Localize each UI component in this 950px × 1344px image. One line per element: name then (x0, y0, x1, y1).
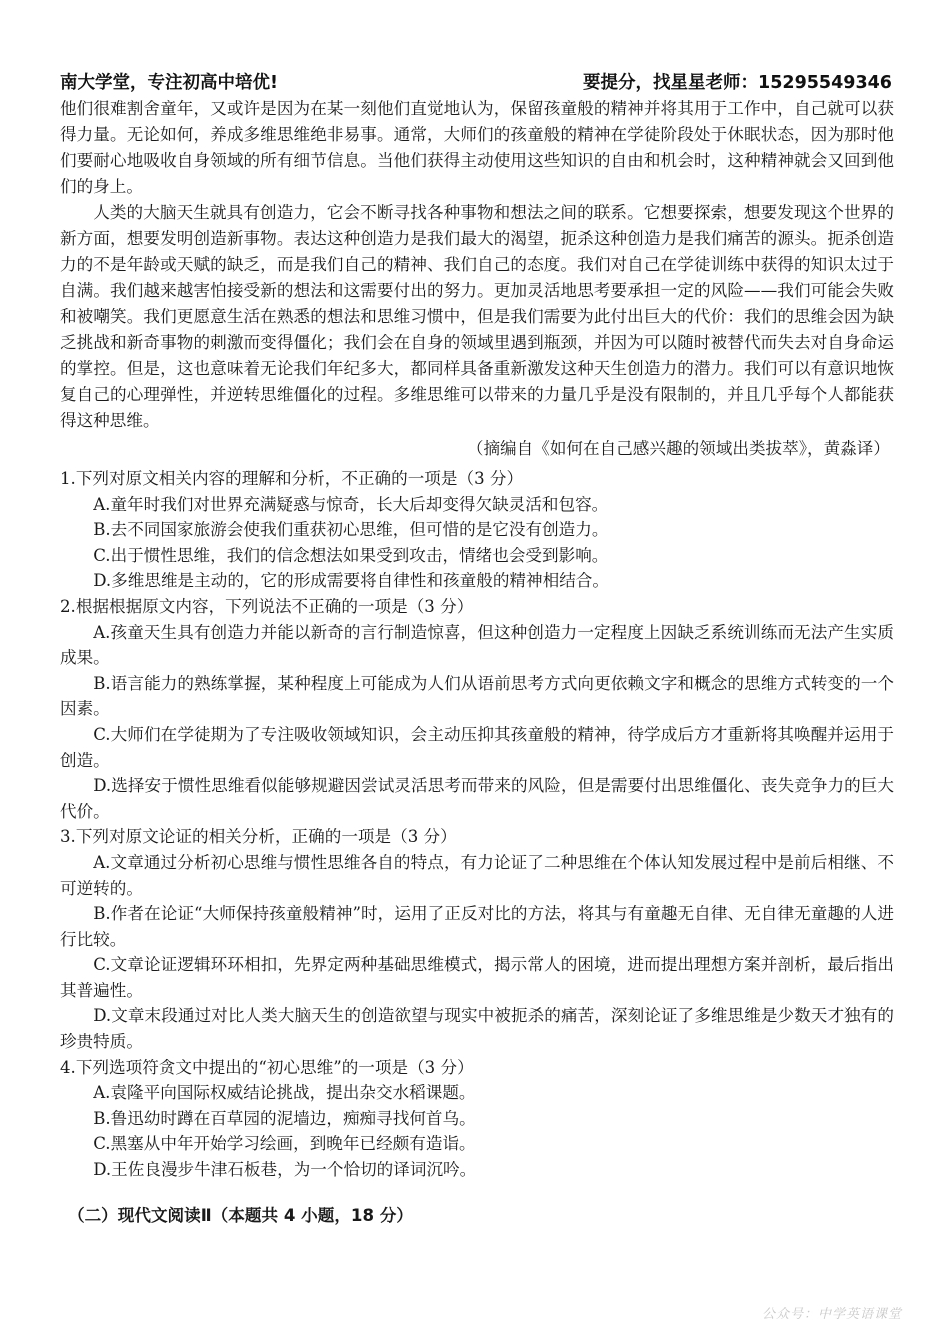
question-3 (60, 824, 894, 1054)
question-option: B.去不同国家旅游会使我们重获初心思维，但可惜的是它没有创造力。 (93, 520, 609, 540)
question-option: C.黑塞从中年开始学习绘画，到晚年已经颇有造诣。 (93, 1134, 476, 1154)
question-option: D.文章末段通过对比人类大脑天生的创造欲望与现实中被扼杀的痛苦，深刻论证了多维思维是少数天才独有的珍贵特质。 (60, 1006, 894, 1052)
question-2 (60, 594, 894, 824)
question-stem: 2.根据根据原文内容，下列说法不正确的一项是（3 分） (60, 596, 474, 616)
passage-paragraph-1: 他们很难割舍童年，又或许是因为在某一刻他们直觉地认为，保留孩童般的精神并将其用于工作中，自己就可以获得力量。无论如何，养成多维思维绝非易事。通常，大师们的孩童般的精神在学徒阶段处于休眠状态，因为那时他们要耐心地吸收自身领域的所有细节信息。当他们获得主动使用这些知识的自由和机会时，这种精神就会又回到他们的身上。 (60, 99, 894, 196)
question-stem: 3.下列对原文论证的相关分析，正确的一项是（3 分） (60, 827, 457, 847)
question-option: A.孩童天生具有创造力并能以新奇的言行制造惊喜，但这种创造力一定程度上因缺乏系统训练而无法产生实质成果。 (60, 622, 894, 668)
passage-source: （摘编自《如何在自己感兴趣的领域出类拔萃》，黄淼译） (466, 439, 890, 458)
question-option: A.文章通过分析初心思维与惯性思维各自的特点，有力论证了二种思维在个体认知发展过程中是前后相继、不可逆转的。 (60, 852, 894, 898)
page-header (60, 68, 892, 94)
question-option: B.语言能力的熟练掌握，某种程度上可能成为人们从语前思考方式向更依赖文字和概念的思维方式转变的一个因素。 (60, 673, 894, 719)
main-content (60, 96, 894, 1229)
question-option: C.大师们在学徒期为了专注吸收领域知识，会主动压抑其孩童般的精神，待学成后方才重新将其唤醒并运用于创造。 (60, 724, 894, 770)
question-1 (60, 466, 894, 594)
question-option: C.文章论证逻辑环环相扣，先界定两种基础思维模式，揭示常人的困境，进而提出理想方案并剖析，最后指出其普遍性。 (60, 955, 894, 1000)
question-4 (60, 1055, 894, 1183)
header-school-slogan: 南大学堂，专注初高中培优! (60, 72, 278, 93)
question-stem: 1.下列对原文相关内容的理解和分析，不正确的一项是（3 分） (60, 469, 524, 488)
question-option: D.多维思维是主动的，它的形成需要将自律性和孩童般的精神相结合。 (93, 571, 609, 591)
header-teacher-contact: 要提分，找星星老师：15295549346 (583, 72, 892, 93)
question-option: B.鲁迅幼时蹲在百草园的泥墙边，痴痴寻找何首乌。 (93, 1108, 476, 1128)
question-option: B.作者在论证“大师保持孩童般精神”时，运用了正反对比的方法，将其与有童趣无自律、无自律无童趣的人进行比较。 (60, 904, 894, 949)
question-option: D.王佐良漫步牛津石板巷，为一个恰切的译词沉吟。 (93, 1160, 477, 1180)
watermark: 公众号：中学英语课堂 (761, 1307, 902, 1322)
question-option: D.选择安于惯性思维看似能够规避因尝试灵活思考而带来的风险，但是需要付出思维僵化、丧失竞争力的巨大代价。 (60, 776, 894, 821)
passage-paragraph-2: 人类的大脑天生就具有创造力，它会不断寻找各种事物和想法之间的联系。它想要探索，想要发现这个世界的新方面，想要发明创造新事物。表达这种创造力是我们最大的渴望，扼杀这种创造力是我们痛苦的源头。扼杀创造力的不是年龄或天赋的缺乏，而是我们自己的精神、我们自己的态度。我们对自己在学徒训练中获得的知识太过于自满。我们越来越害怕接受新的想法和这需要付出的努力。更加灵活地思考要承担一定的风险——我们可能会失败和被嘲笑。我们更愿意生活在熟悉的想法和思维习惯中，但是我们需要为此付出巨大的代价：我们的思维会因为缺乏挑战和新奇事物的刺激而变得僵化；我们会在自身的领域里遇到瓶颈，并因为可以随时被替代而失去对自身命运的掌控。但是，这也意味着无论我们年纪多大，都同样具备重新激发这种天生创造力的潜力。我们可以有意识地恢复自己的心理弹性，并逆转思维僵化的过程。多维思维可以带来的力量几乎是没有限制的，并且几乎每个人都能获得这种思维。 (60, 203, 894, 430)
question-stem: 4.下列选项符贪文中提出的“初心思维”的一项是（3 分） (60, 1057, 474, 1077)
question-option: A.童年时我们对世界充满疑惑与惊奇，长大后却变得欠缺灵活和包容。 (93, 494, 609, 514)
question-option: A.袁隆平向国际权威结论挑战，提出杂交水稻课题。 (93, 1083, 476, 1103)
next-section-heading: （二）现代文阅读Ⅱ（本题共 4 小题，18 分） (68, 1205, 413, 1225)
question-option: C.出于惯性思维，我们的信念想法如果受到攻击，情绪也会受到影响。 (93, 545, 609, 565)
